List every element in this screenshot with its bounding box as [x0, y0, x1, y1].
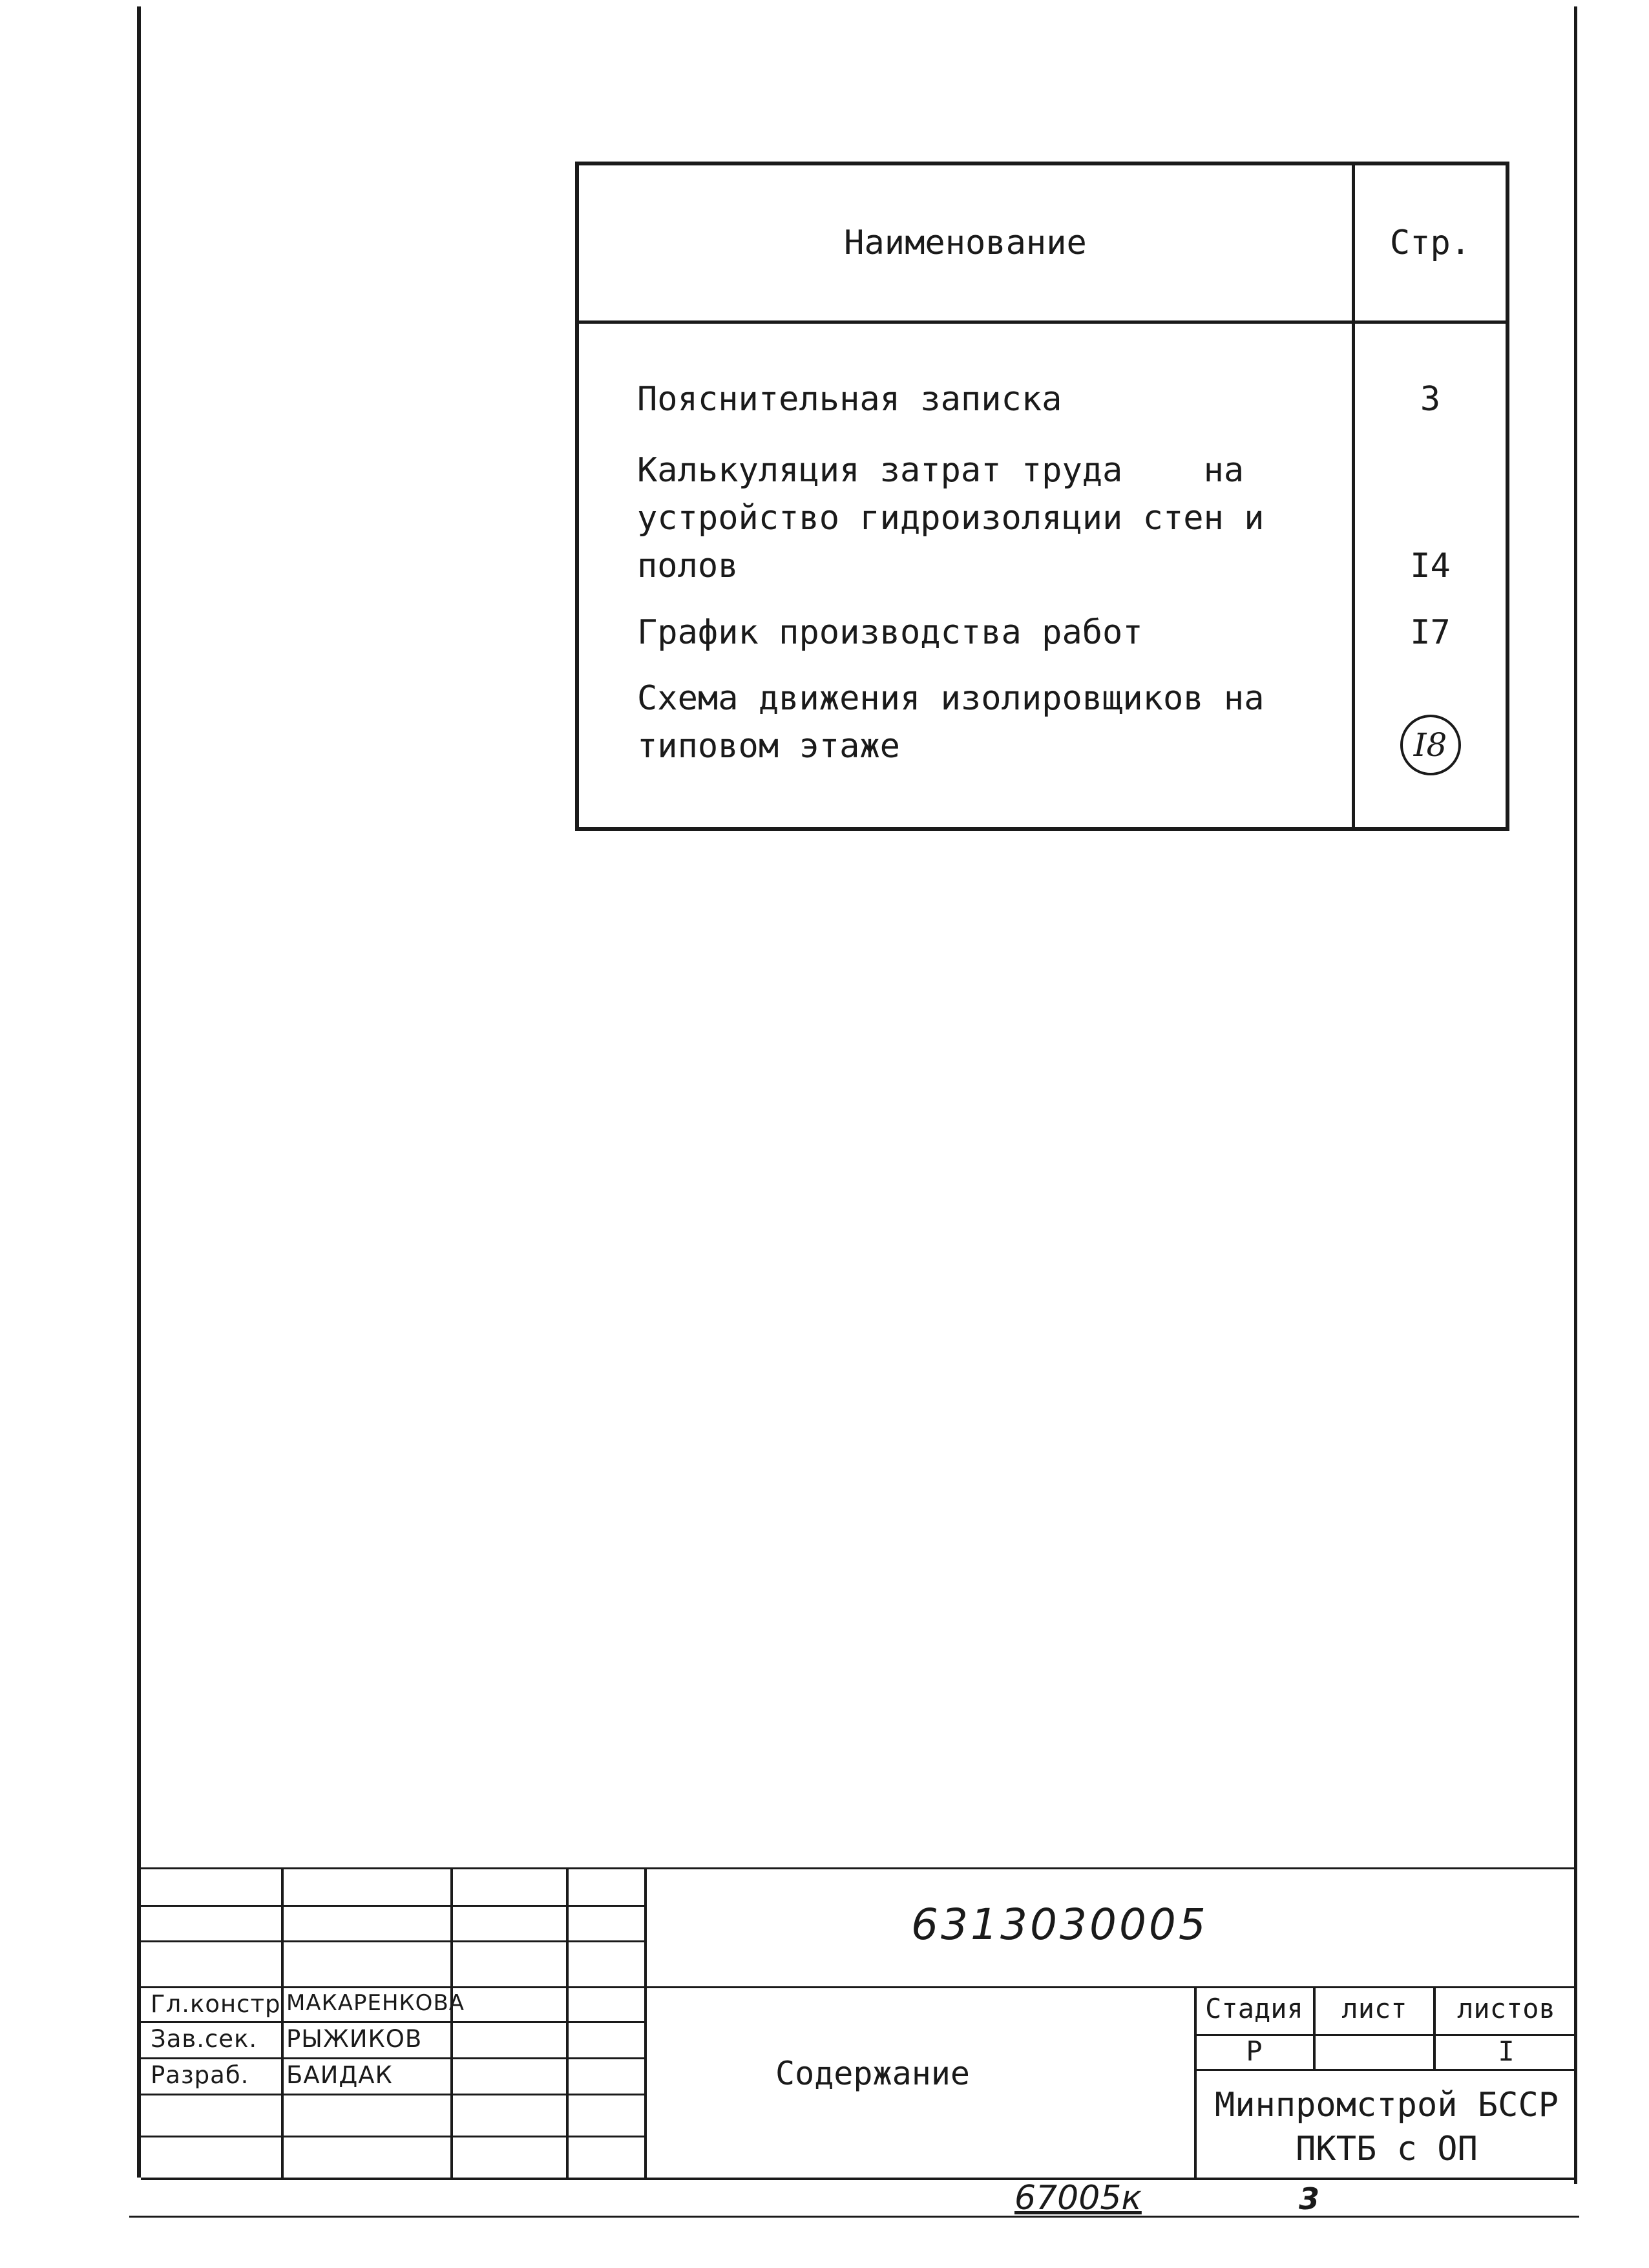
- toc-item-page: 3: [1420, 380, 1441, 419]
- sheets-value: I: [1498, 2035, 1515, 2067]
- header-name: Наименование: [844, 224, 1087, 262]
- circled-page-number: I8: [1400, 715, 1461, 775]
- grid-line: [141, 1905, 644, 1907]
- archive-number: 67005к: [1014, 2179, 1142, 2218]
- organization-name: Минпромстрой БССР: [1214, 2086, 1559, 2125]
- grid-line: [644, 1986, 1577, 1988]
- signature-name: МАКАРЕНКОВА: [286, 1990, 465, 2016]
- toc-item-name: Пояснительная записка: [637, 380, 1062, 419]
- grid-line: [1194, 2069, 1577, 2071]
- contents-table: [575, 162, 1509, 831]
- stage-value: Р: [1246, 2035, 1263, 2067]
- grid-line: [141, 1986, 644, 1988]
- stage-label: Стадия: [1205, 1993, 1303, 2024]
- grid-line: [644, 1867, 647, 2178]
- frame-left-border: [137, 6, 141, 2178]
- sheets-label: листов: [1457, 1993, 1555, 2024]
- signature-role: Зав.сек.: [151, 2025, 258, 2053]
- title-block-bottom-border: [141, 2178, 1577, 2180]
- toc-item-name: Схема движения изолировщиков на типовом этаже: [637, 679, 1265, 766]
- toc-item-name: График производства работ: [637, 613, 1143, 652]
- toc-item-name: Калькуляция затрат труда на устройство гидроизоляции стен и полов: [637, 451, 1265, 585]
- document-code: 6313030005: [911, 1900, 1208, 1949]
- grid-line: [141, 2094, 644, 2095]
- title-block-top-border: [141, 1867, 1577, 1869]
- page-number: 3: [1299, 2181, 1320, 2216]
- signature-role: Разраб.: [151, 2061, 249, 2089]
- table-header-divider: [579, 320, 1506, 324]
- grid-line: [141, 1940, 644, 1942]
- frame-bottom-line: [129, 2216, 1579, 2218]
- toc-item-page: [1355, 715, 1506, 775]
- signature-name: БАИДАК: [286, 2061, 393, 2089]
- grid-line: [141, 2021, 644, 2023]
- signature-name: РЫЖИКОВ: [286, 2025, 423, 2053]
- organization-subname: ПКТБ с ОП: [1296, 2130, 1478, 2168]
- header-page: Стр.: [1389, 224, 1471, 262]
- toc-item-page: I4: [1410, 547, 1451, 585]
- signature-role: Гл.констр: [151, 1990, 281, 2018]
- grid-line: [141, 2136, 644, 2137]
- toc-item-page: I7: [1410, 613, 1451, 652]
- frame-right-border: [1574, 6, 1577, 2184]
- sheet-label: лист: [1341, 1993, 1407, 2024]
- grid-line: [141, 2057, 644, 2059]
- sheet-title: Содержание: [775, 2055, 971, 2092]
